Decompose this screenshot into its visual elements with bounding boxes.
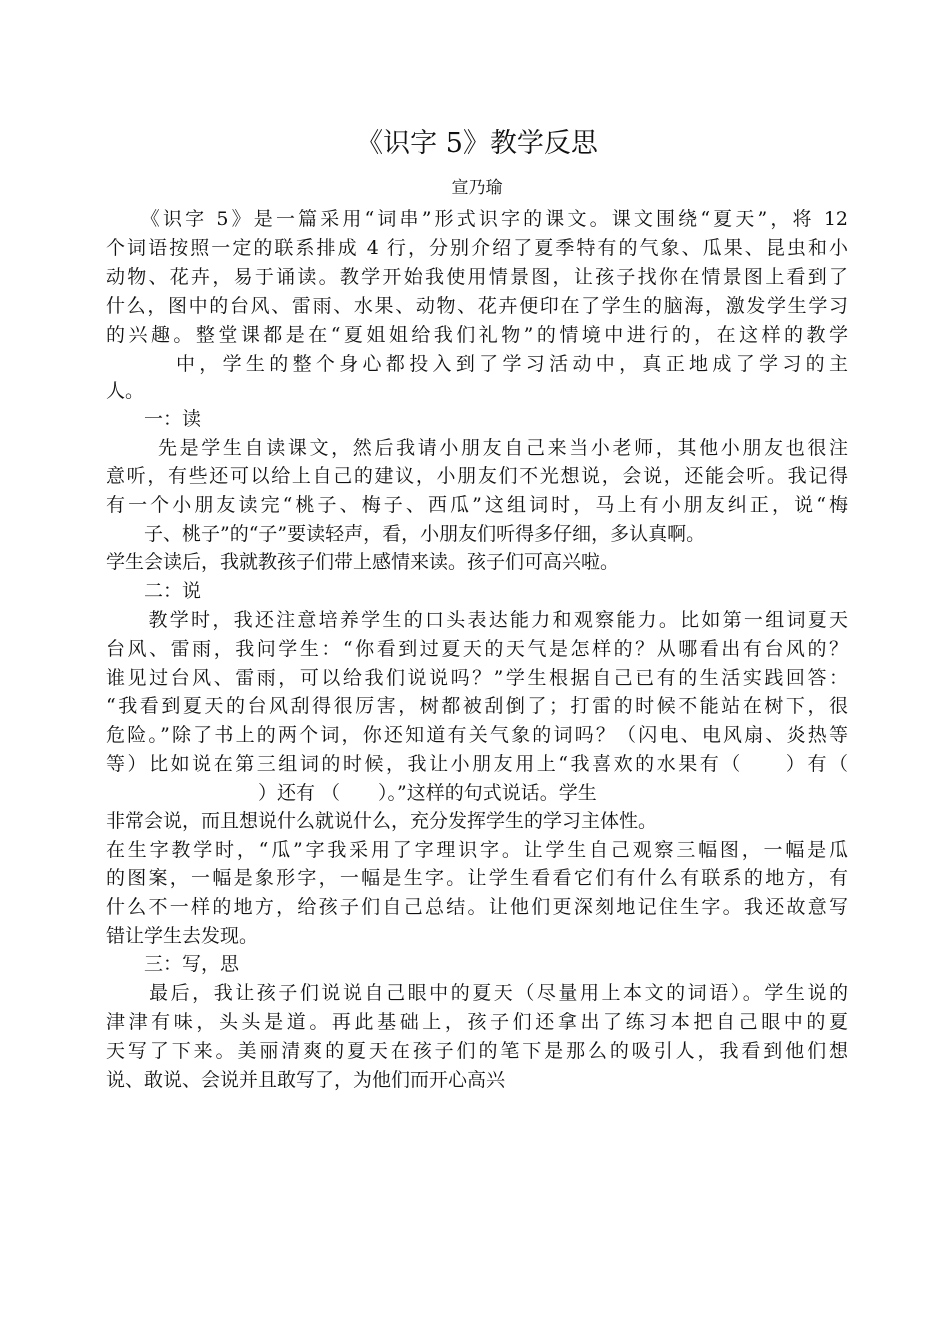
text-line: 动物、花卉，易于诵读。教学开始我使用情景图，让孩子找你在情景图上看到了 (106, 266, 848, 288)
text-line: 中，学生的整个身心都投入到了学习活动中，真正地成了学习的主 (106, 353, 848, 375)
text-line: ）还有 （ ）。”这样的句式说话。学生 (106, 782, 597, 804)
text-line: 什么不一样的地方，给孩子们自己总结。让他们更深刻地记住生字。我还故意写 (106, 896, 848, 918)
text-line: 有一个小朋友读完“桃子、梅子、西瓜”这组词时，马上有小朋友纠正，说“梅 (106, 494, 848, 516)
text-line: 子、桃子”的“子”要读轻声，看，小朋友们听得多仔细，多认真啊。 (106, 523, 706, 545)
text-line: 津津有味，头头是道。再此基础上，孩子们还拿出了练习本把自己眼中的夏 (106, 1011, 848, 1033)
author-name: 宣乃瑜 (451, 178, 503, 198)
text-line: 先是学生自读课文，然后我请小朋友自己来当小老师，其他小朋友也很注 (106, 437, 848, 459)
text-line: 台风、雷雨，我问学生：“你看到过夏天的天气是怎样的？从哪看出有台风的？ (106, 638, 848, 660)
text-line: 非常会说，而且想说什么就说什么，充分发挥学生的学习主体性。 (106, 810, 658, 832)
text-line: 谁见过台风、雷雨，可以给我们说说吗？”学生根据自己已有的生活实践回答： (106, 667, 848, 689)
text-line: 说、敢说、会说并且敢写了，为他们而开心高兴 (106, 1069, 506, 1091)
text-line: 的兴趣。整堂课都是在“夏姐姐给我们礼物”的情境中进行的，在这样的教学 (106, 324, 848, 346)
text-line: 天写了下来。美丽清爽的夏天在孩子们的笔下是那么的吸引人，我看到他们想 (106, 1040, 848, 1062)
text-line: 在生字教学时，“瓜”字我采用了字理识字。让学生自己观察三幅图，一幅是瓜 (106, 839, 848, 861)
section-heading-write: 三：写，思 (106, 953, 240, 975)
text-line: 危险。”除了书上的两个词，你还知道有关气象的词吗？（闪电、电风扇、炎热等 (106, 724, 848, 746)
text-line: 错让学生去发现。 (106, 925, 259, 947)
text-line: 的图案，一幅是象形字，一幅是生字。让学生看看它们有什么有联系的地方，有 (106, 867, 848, 889)
section-heading-read: 一：读 (106, 408, 202, 430)
text-line: 最后，我让孩子们说说自己眼中的夏天（尽量用上本文的词语）。学生说的 (106, 982, 848, 1004)
text-line: 人。 (106, 380, 145, 402)
text-line: “我看到夏天的台风刮得很厉害，树都被刮倒了；打雷的时候不能站在树下，很 (106, 695, 848, 717)
text-line: 教学时，我还注意培养学生的口头表达能力和观察能力。比如第一组词夏天 (106, 609, 848, 631)
text-line: 《识字 5》是一篇采用“词串”形式识字的课文。课文围绕“夏天”，将 12 (106, 208, 848, 230)
text-line: 等）比如说在第三组词的时候，我让小朋友用上“我喜欢的水果有（ ）有（ (106, 753, 848, 775)
text-line: 什么，图中的台风、雷雨、水果、动物、花卉便印在了学生的脑海，激发学生学习 (106, 295, 848, 317)
text-line: 意听，有些还可以给上自己的建议，小朋友们不光想说，会说，还能会听。我记得 (106, 465, 848, 487)
document-title: 《识字 5》教学反思 (356, 128, 598, 159)
text-line: 学生会读后，我就教孩子们带上感情来读。孩子们可高兴啦。 (106, 551, 620, 573)
section-heading-speak: 二：说 (106, 580, 202, 602)
text-line: 个词语按照一定的联系排成 4 行，分别介绍了夏季特有的气象、瓜果、昆虫和小 (106, 237, 848, 259)
